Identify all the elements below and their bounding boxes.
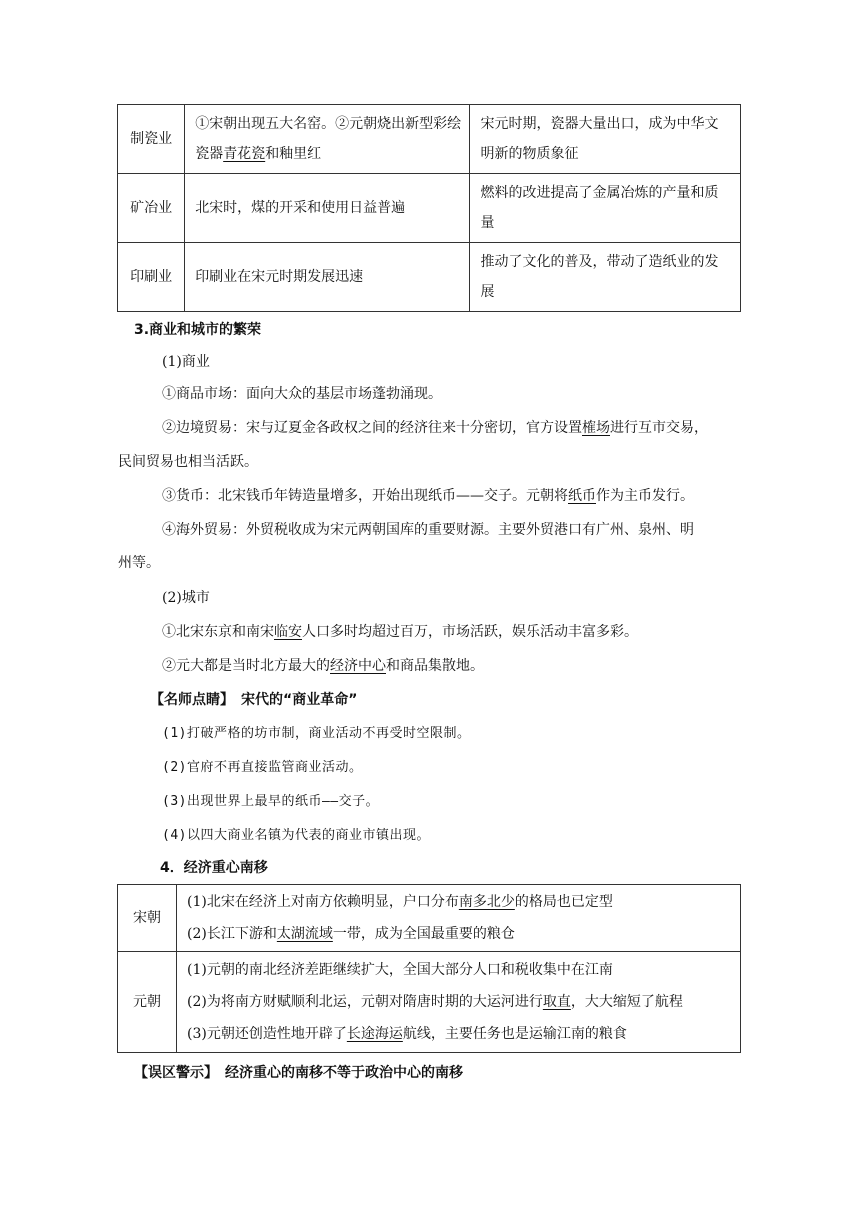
industry-description: 印刷业在宋元时期发展迅速 — [185, 243, 470, 312]
dynasty-details — [177, 952, 741, 1053]
underlined-term: 临安 — [274, 624, 302, 640]
industry-description: ①宋朝出现五大名窑。②元朝烧出新型彩绘瓷器青花瓷和釉里红 — [185, 105, 470, 174]
paragraph-cities-2: ②元大都是当时北方最大的经济中心和商品集散地。 — [162, 658, 484, 674]
tip-item: (1)打破严格的坊市制，商业活动不再受时空限制。 — [162, 726, 471, 741]
industry-impact: 燃料的改进提高了金属冶炼的产量和质量 — [470, 174, 741, 243]
underlined-term: 南多北少 — [458, 894, 515, 910]
detail-line: (3)元朝还创造性地开辟了长途海运航线，主要任务也是运输江南的粮食 — [187, 1026, 627, 1042]
underlined-term: 榷场 — [582, 420, 610, 436]
industry-impact: 宋元时期，瓷器大量出口，成为中华文明新的物质象征 — [470, 105, 741, 174]
industry-description: 北宋时，煤的开采和使用日益普遍 — [185, 174, 470, 243]
subheading-commerce: (1)商业 — [162, 354, 210, 370]
underlined-term: 经济中心 — [330, 658, 386, 674]
underlined-term: 太湖流域 — [276, 926, 333, 942]
tip-item: (2)官府不再直接监管商业活动。 — [162, 760, 363, 775]
industry-impact: 推动了文化的普及，带动了造纸业的发展 — [470, 243, 741, 312]
paragraph-cities-1: ①北宋东京和南宋临安人口多时均超过百万，市场活跃，娱乐活动丰富多彩。 — [162, 624, 638, 640]
underlined-term: 取直 — [542, 994, 571, 1010]
industry-name: 制瓷业 — [118, 105, 185, 174]
industry-table — [117, 104, 741, 312]
section-heading-shift: 4．经济重心南移 — [160, 860, 268, 876]
tip-item: (4)以四大商业名镇为代表的商业市镇出现。 — [162, 828, 430, 843]
detail-line: (2)为将南方财赋顺利北运，元朝对隋唐时期的大运河进行取直，大大缩短了航程 — [187, 994, 683, 1010]
paragraph-markets: ①商品市场：面向大众的基层市场蓬勃涌现。 — [162, 386, 442, 402]
tip-heading: 【名师点睛】 宋代的“商业革命” — [150, 692, 358, 708]
paragraph-currency: ③货币：北宋钱币年铸造量增多，开始出现纸币——交子。元朝将纸币作为主币发行。 — [162, 488, 694, 504]
underlined-term: 长途海运 — [346, 1026, 403, 1042]
detail-line: (1)北宋在经济上对南方依赖明显，户口分布南多北少的格局也已定型 — [187, 894, 613, 910]
industry-name: 印刷业 — [118, 243, 185, 312]
paragraph-overseas-trade: ④海外贸易：外贸税收成为宋元两朝国库的重要财源。主要外贸港口有广州、泉州、明 — [162, 522, 694, 538]
table-row — [118, 105, 741, 174]
detail-line: (2)长江下游和太湖流域一带，成为全国最重要的粮仓 — [187, 926, 515, 942]
paragraph-overseas-trade-cont: 州等。 — [118, 555, 160, 571]
economic-shift-table — [117, 884, 741, 1053]
industry-name: 矿冶业 — [118, 174, 185, 243]
section-heading-commerce: 3.商业和城市的繁荣 — [134, 322, 262, 338]
underlined-term: 青花瓷 — [223, 146, 266, 162]
detail-line: (1)元朝的南北经济差距继续扩大，全国大部分人口和税收集中在江南 — [187, 962, 613, 978]
warning-heading: 【误区警示】 经济重心的南移不等于政治中心的南移 — [134, 1065, 463, 1081]
table-row — [118, 243, 741, 312]
dynasty-name: 元朝 — [118, 952, 177, 1053]
table-row — [118, 952, 741, 1053]
dynasty-name: 宋朝 — [118, 885, 177, 952]
paragraph-border-trade-cont: 民间贸易也相当活跃。 — [118, 454, 258, 470]
subheading-cities: (2)城市 — [162, 590, 210, 606]
dynasty-details — [177, 885, 741, 952]
table-row — [118, 174, 741, 243]
underlined-term: 纸币 — [568, 488, 596, 504]
tip-item: (3)出现世界上最早的纸币——交子。 — [162, 794, 380, 809]
paragraph-border-trade: ②边境贸易：宋与辽夏金各政权之间的经济往来十分密切，官方设置榷场进行互市交易， — [162, 420, 708, 436]
table-row — [118, 885, 741, 952]
